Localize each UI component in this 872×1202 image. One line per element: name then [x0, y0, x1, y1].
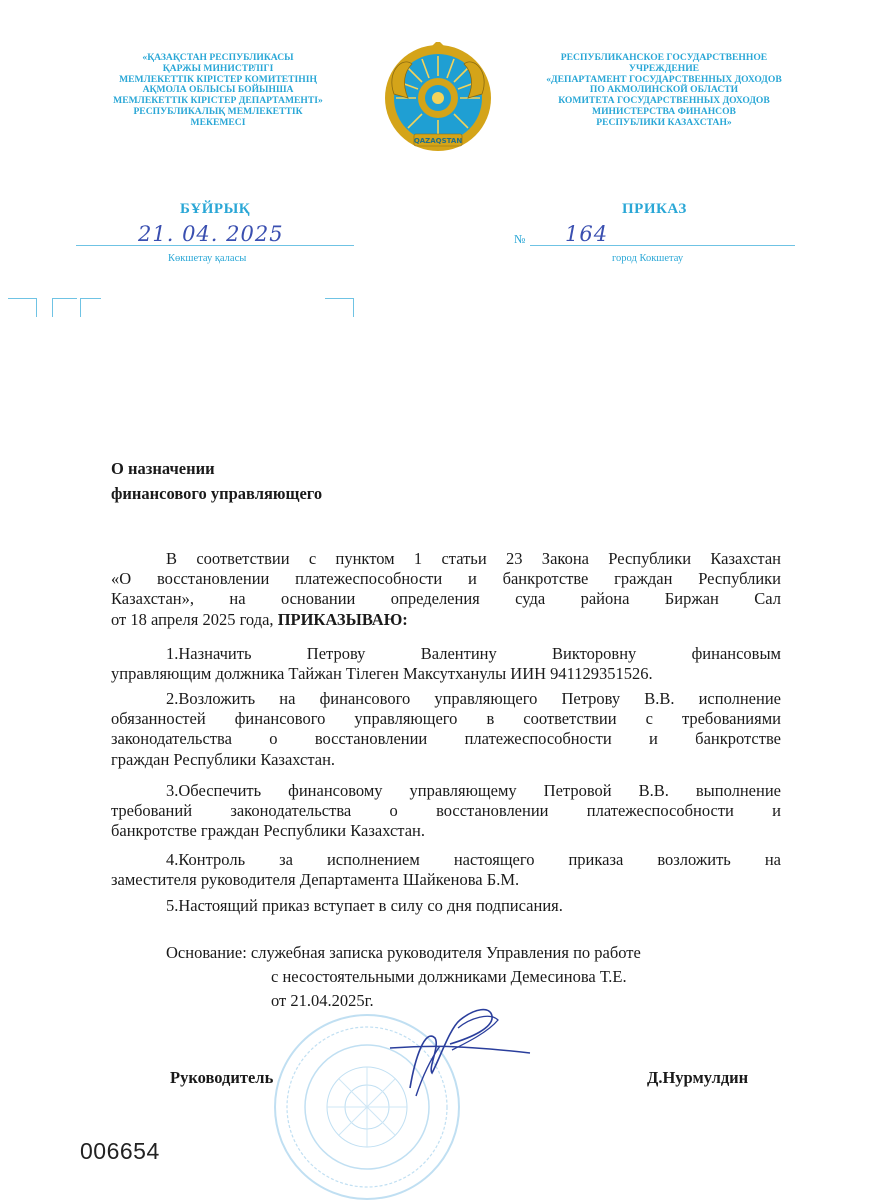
- header-left-line: АҚМОЛА ОБЛЫСЫ БОЙЫНША: [142, 84, 294, 96]
- header-right-line: УЧРЕЖДЕНИЕ: [628, 62, 700, 74]
- header-left-line: ҚАРЖЫ МИНИСТРЛІГІ: [162, 62, 274, 74]
- paragraph-item-1: [111, 644, 781, 684]
- header-left-line: МЕКЕМЕСІ: [190, 116, 246, 128]
- date-underline: [76, 245, 354, 246]
- header-left-line: «ҚАЗАҚСТАН РЕСПУБЛИКАСЫ: [142, 52, 294, 63]
- body-line: [111, 610, 781, 630]
- corner-mark: [80, 298, 101, 317]
- header-right-line: МИНИСТЕРСТВА ФИНАНСОВ: [592, 105, 736, 117]
- header-left-line: МЕМЛЕКЕТТІК КІРІСТЕР ДЕПАРТАМЕНТІ»: [113, 95, 323, 107]
- handwritten-signature: [380, 998, 550, 1108]
- handwritten-number: 164: [565, 222, 609, 246]
- body-line: требований законодательства о восстановлении платежеспособности и: [111, 801, 781, 821]
- corner-mark: [325, 298, 354, 317]
- body-line: В соответствии с пунктом 1 статьи 23 Закона Республики Казахстан: [166, 549, 781, 568]
- paragraph-item-4: [111, 850, 781, 890]
- number-underline: [530, 245, 795, 246]
- body-line: обязанностей финансового управляющего в соответствии с требованиями: [111, 709, 781, 729]
- body-line: банкротстве граждан Республики Казахстан.: [111, 821, 425, 841]
- body-line: граждан Республики Казахстан.: [111, 749, 336, 769]
- handwritten-date: 21. 04. 2025: [138, 222, 284, 246]
- document-number: 006654: [80, 1138, 160, 1164]
- header-right-line: РЕСПУБЛИКИ КАЗАХСТАН»: [596, 116, 732, 128]
- corner-mark: [52, 298, 77, 317]
- city-russian: город Кокшетау: [612, 253, 684, 264]
- state-emblem-icon: [382, 42, 494, 154]
- city-kazakh: Көкшетау қаласы: [168, 253, 247, 264]
- basis-line: с несостоятельными должниками Демесинова Т.Е.: [271, 967, 627, 986]
- body-line: 4.Контроль за исполнением настоящего приказа возложить на: [166, 850, 781, 869]
- body-line: 2.Возложить на финансового управляющего Петрову В.В. исполнение: [166, 689, 781, 708]
- corner-mark: [8, 298, 37, 317]
- paragraph-item-2: [111, 689, 781, 770]
- header-left-line: МЕМЛЕКЕТТІК КІРІСТЕР КОМИТЕТІНІҢ: [119, 73, 317, 85]
- signatory-name: Д.Нурмулдин: [647, 1068, 749, 1087]
- order-title-line: О назначении: [111, 459, 215, 478]
- header-right-line: КОМИТЕТА ГОСУДАРСТВЕННЫХ ДОХОДОВ: [558, 95, 770, 107]
- body-line: 5.Настоящий приказ вступает в силу со дня подписания.: [166, 896, 563, 915]
- body-line: «О восстановлении платежеспособности и банкротстве граждан Республики: [111, 569, 781, 589]
- basis-line: от 21.04.2025г.: [271, 991, 374, 1010]
- paragraph-preamble: [111, 549, 781, 630]
- basis-line: Основание: служебная записка руководителя Управления по работе: [166, 943, 641, 962]
- body-line: Казахстан», на основании определения суда района Биржан Сал: [111, 589, 781, 609]
- paragraph-item-5: [111, 896, 781, 916]
- body-line: 3.Обеспечить финансовому управляющему Петровой В.В. выполнение: [166, 781, 781, 800]
- number-sign: №: [514, 232, 526, 246]
- order-title-line: финансового управляющего: [111, 484, 323, 503]
- header-right-line: «ДЕПАРТАМЕНТ ГОСУДАРСТВЕННЫХ ДОХОДОВ: [546, 73, 782, 85]
- body-line: заместителя руководителя Департамента Шайкенова Б.М.: [111, 870, 520, 890]
- signatory-position: Руководитель: [170, 1068, 274, 1087]
- header-right-line: ПО АКМОЛИНСКОЙ ОБЛАСТИ: [589, 84, 739, 96]
- doctype-russian: ПРИКАЗ: [622, 201, 687, 217]
- order-command: ПРИКАЗЫВАЮ:: [277, 609, 408, 629]
- body-line: 1.Назначить Петрову Валентину Викторовну финансовым: [166, 644, 781, 663]
- doctype-kazakh: БҰЙРЫҚ: [180, 201, 251, 217]
- emblem-caption: QAZAQSTAN: [413, 137, 463, 145]
- body-text: от 18 апреля 2025 года,: [111, 609, 274, 629]
- order-title: [111, 456, 322, 506]
- header-right-line: РЕСПУБЛИКАНСКОЕ ГОСУДАРСТВЕННОЕ: [560, 52, 768, 63]
- paragraph-item-3: [111, 781, 781, 842]
- body-line: законодательства о восстановлении платежеспособности и банкротстве: [111, 729, 781, 749]
- header-kazakh-org-name: [68, 53, 368, 129]
- header-left-line: РЕСПУБЛИКАЛЫҚ МЕМЛЕКЕТТІК: [133, 105, 303, 117]
- header-russian-org-name: [514, 53, 814, 129]
- body-line: управляющим должника Тайжан Тілеген Максутханулы ИИН 941129351526.: [111, 664, 653, 684]
